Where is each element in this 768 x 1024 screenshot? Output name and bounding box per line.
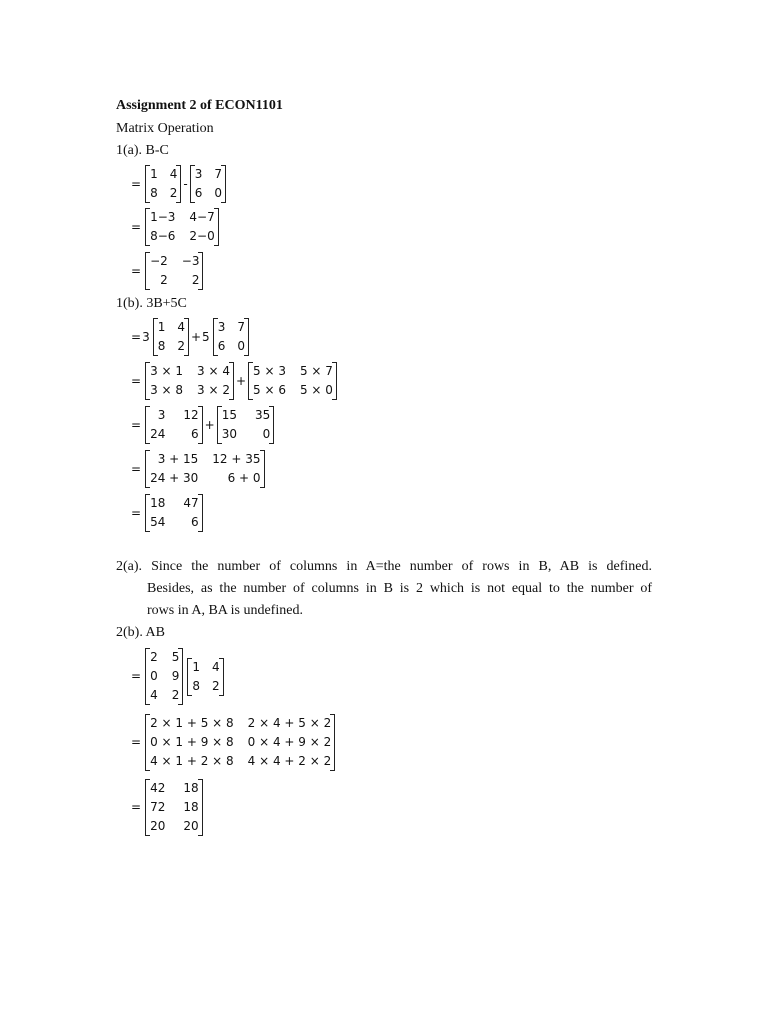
matrix <box>213 318 249 356</box>
q1b-equation-4 <box>129 450 267 488</box>
matrix <box>190 165 226 203</box>
q1a-equation-2 <box>129 208 221 246</box>
matrix-cell: 3 × 2 <box>197 383 230 397</box>
matrix-cell: 3 + 15 <box>157 452 199 466</box>
matrix-cell: 0 <box>262 427 271 441</box>
assignment-title: Assignment 2 of ECON1101 <box>116 98 283 113</box>
matrix-cell: 4−7 <box>189 210 215 224</box>
matrix-cell: 3 × 1 <box>150 364 184 378</box>
q1b-equation-3 <box>129 406 276 444</box>
equals-sign: = <box>131 219 142 234</box>
matrix-cell: 7 <box>214 167 222 181</box>
matrix-cell: 8 <box>150 186 158 200</box>
matrix-cell: 24 <box>150 427 166 441</box>
matrix <box>153 318 189 356</box>
matrix-cell: 0 × 4 + 9 × 2 <box>247 735 332 749</box>
matrix-cell: 2 <box>169 186 178 200</box>
equals-sign: = <box>131 176 142 191</box>
matrix-cell: 4 <box>169 167 178 181</box>
matrix-cell: 72 <box>150 800 166 814</box>
matrix-cell: 42 <box>150 781 166 795</box>
matrix <box>217 406 275 444</box>
matrix <box>145 648 183 705</box>
matrix <box>145 362 234 400</box>
matrix-cell: 5 × 6 <box>253 383 286 397</box>
matrix-cell: 4 <box>211 659 220 674</box>
equals-sign: = <box>131 669 142 683</box>
matrix-cell: 2−0 <box>189 229 215 243</box>
matrix-cell: 8 <box>157 339 166 353</box>
matrix-cell: 47 <box>183 496 199 510</box>
matrix-cell: −3 <box>181 254 200 268</box>
q1b-equation-5 <box>129 494 205 532</box>
equals-sign: = <box>131 373 142 388</box>
matrix-cell: 12 + 35 <box>212 452 261 466</box>
matrix-cell: 6 <box>217 339 226 353</box>
matrix-cell: 2 × 4 + 5 × 2 <box>247 716 332 730</box>
matrix-cell: 54 <box>150 515 166 529</box>
q1a-equation-3 <box>129 252 205 290</box>
operator: + <box>235 373 247 388</box>
matrix-cell: 2 <box>177 339 185 353</box>
matrix-cell: 6 <box>190 515 199 529</box>
matrix-cell: 20 <box>183 819 199 833</box>
q1a-equation-1 <box>129 165 228 203</box>
matrix <box>145 208 219 246</box>
matrix-cell: 4 <box>150 688 158 702</box>
matrix-cell: 1 <box>150 167 158 181</box>
matrix-cell: 15 <box>221 408 237 422</box>
q2b-equation-2 <box>129 714 337 771</box>
equals-sign: = <box>131 800 142 814</box>
operator: - <box>183 176 188 191</box>
matrix-cell: 30 <box>221 427 237 441</box>
matrix-cell: 12 <box>183 408 199 422</box>
matrix-cell: 5 <box>171 650 180 664</box>
matrix <box>145 450 264 488</box>
matrix-cell: 2 <box>191 273 200 287</box>
matrix-cell: 2 <box>150 650 158 664</box>
matrix-cell: 7 <box>237 320 245 334</box>
matrix-cell: 5 × 7 <box>299 364 333 378</box>
equals-sign: = <box>131 505 142 520</box>
matrix-cell: 6 <box>194 186 203 200</box>
q2a-line-2: Besides, as the number of columns in B is 2 which is not equal to the number of <box>147 581 652 596</box>
matrix-cell: 2 <box>160 273 168 287</box>
matrix-cell: 24 + 30 <box>150 471 199 485</box>
matrix-cell: 4 <box>177 320 185 334</box>
matrix-cell: 2 <box>171 688 180 702</box>
matrix-cell: 3 × 4 <box>197 364 230 378</box>
matrix <box>145 779 203 836</box>
operator: + <box>190 329 202 344</box>
matrix-cell: −2 <box>150 254 168 268</box>
q2b-equation-3 <box>129 779 205 836</box>
matrix-cell: 35 <box>254 408 271 422</box>
matrix-cell: 0 <box>214 186 222 200</box>
equals-sign: = <box>131 417 142 432</box>
matrix-cell: 4 × 1 + 2 × 8 <box>150 754 234 768</box>
scalar-coefficient: 5 <box>202 329 210 344</box>
matrix-cell: 18 <box>150 496 166 510</box>
matrix-cell: 18 <box>183 800 199 814</box>
matrix-cell: 1 <box>192 659 200 674</box>
equals-sign: = <box>131 735 142 749</box>
matrix-cell: 6 <box>190 427 199 441</box>
matrix <box>145 165 181 203</box>
matrix-cell: 3 <box>217 320 226 334</box>
equals-sign: = <box>131 263 142 278</box>
matrix-cell: 1−3 <box>150 210 176 224</box>
matrix-cell: 2 <box>211 678 220 693</box>
matrix <box>145 494 203 532</box>
matrix-cell: 0 <box>237 339 245 353</box>
equals-sign: = <box>131 461 142 476</box>
equals-sign: = <box>131 329 142 344</box>
matrix-cell: 5 × 0 <box>299 383 333 397</box>
matrix-cell: 3 <box>157 408 166 422</box>
q2a-line-1: 2(a). Since the number of columns in A=the number of rows in B, AB is defined. <box>116 559 652 574</box>
matrix-cell: 3 <box>194 167 203 181</box>
question-2a-paragraph <box>116 556 652 622</box>
matrix-cell: 5 × 3 <box>253 364 286 378</box>
scalar-coefficient: 3 <box>142 329 150 344</box>
matrix-cell: 8−6 <box>150 229 176 243</box>
matrix-cell: 1 <box>157 320 166 334</box>
question-1a-label: 1(a). B-C <box>116 143 169 158</box>
operator: + <box>204 417 215 432</box>
matrix <box>187 658 223 696</box>
matrix-cell: 20 <box>150 819 166 833</box>
matrix-cell: 2 × 1 + 5 × 8 <box>150 716 234 730</box>
matrix-cell: 0 <box>150 669 158 683</box>
matrix-cell: 18 <box>183 781 199 795</box>
q2a-line-3: rows in A, BA is undefined. <box>147 603 303 618</box>
q1b-equation-1 <box>129 318 251 356</box>
question-1b-label: 1(b). 3B+5C <box>116 296 187 311</box>
matrix <box>145 252 203 290</box>
matrix-cell: 8 <box>192 678 200 693</box>
q1b-equation-2 <box>129 362 339 400</box>
matrix <box>145 406 203 444</box>
matrix <box>145 714 335 771</box>
question-2b-label: 2(b). AB <box>116 625 165 640</box>
matrix <box>248 362 337 400</box>
matrix-cell: 4 × 4 + 2 × 2 <box>247 754 332 768</box>
matrix-cell: 0 × 1 + 9 × 8 <box>150 735 234 749</box>
q2b-equation-1 <box>129 648 226 705</box>
matrix-cell: 6 + 0 <box>227 471 261 485</box>
matrix-cell: 3 × 8 <box>150 383 184 397</box>
section-subtitle: Matrix Operation <box>116 121 214 136</box>
matrix-cell: 9 <box>171 669 180 683</box>
